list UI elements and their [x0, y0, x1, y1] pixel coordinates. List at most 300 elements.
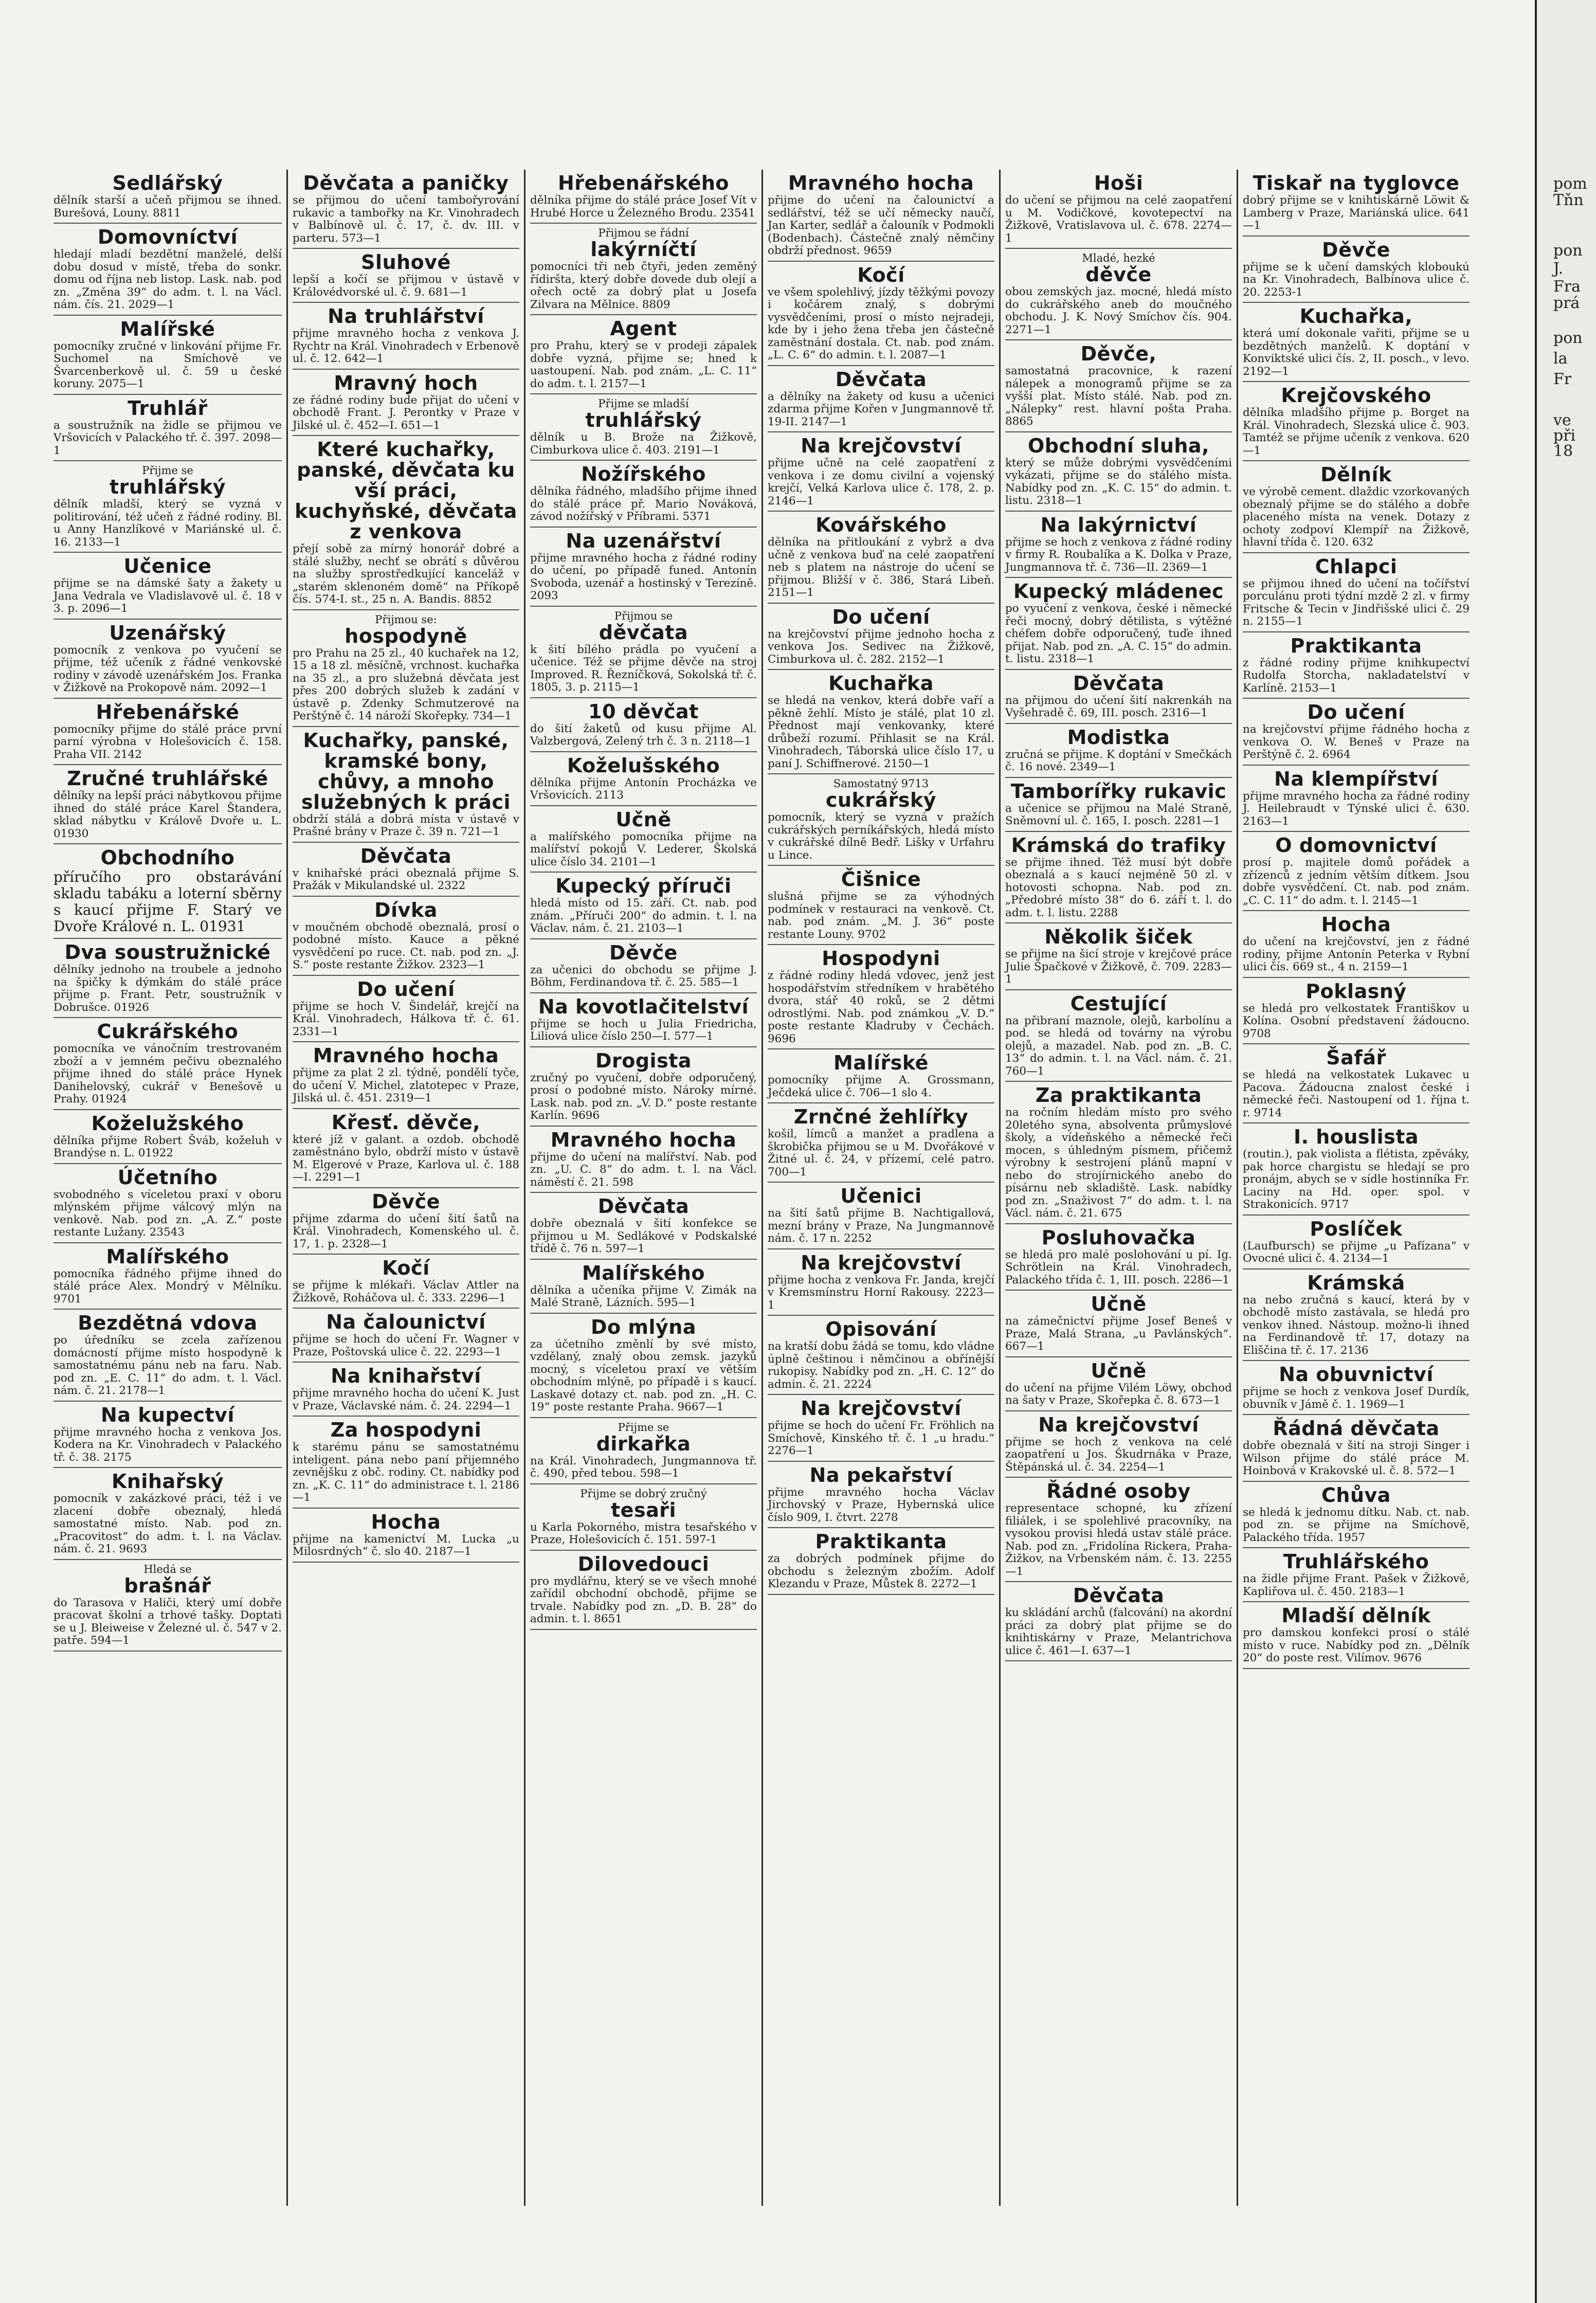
classified-ad [768, 366, 994, 433]
ad-heading: Učně [1091, 1359, 1147, 1382]
ad-heading: Truhlář [128, 396, 208, 420]
classified-ad [530, 752, 757, 806]
ad-text: na krejčovství přijme řádného hocha z venkova O. W. Beneš v Praze na Perštýně č. 2. 6964 [1243, 723, 1470, 761]
ad-text: (Laufbursch) se přijme „u Pafízana“ v Ovocné ulici č. 4. 2134—1 [1243, 1239, 1470, 1265]
ad-heading: dirkařka [596, 1432, 691, 1455]
ad-text: na židle přijme Frant. Pašek v Žižkově, Kapliřova ul. č. 450. 2183—1 [1243, 1572, 1470, 1598]
classified-ad [768, 1249, 994, 1316]
ad-heading: Na pekařství [809, 1463, 953, 1486]
classified-ad [1005, 340, 1232, 432]
classified-ad [1005, 512, 1232, 578]
ad-heading: Na krejčovství [801, 1251, 962, 1274]
classified-ad [768, 670, 994, 774]
classified-ad [1243, 766, 1470, 832]
ad-text: přijme mravného hocha z venkova J. Rychtr na Král. Vinohradech v Erbenově ul. č. 12. 642—1 [293, 327, 519, 365]
classified-ad [53, 620, 282, 699]
ad-heading: Na obuvnictví [1279, 1363, 1434, 1386]
classified-ad [1243, 832, 1470, 911]
ad-text: přijme mravného hocha za řádné rodiny J. Heilebraudt v Týnské ulici č. 630. 2163—1 [1243, 789, 1470, 828]
ad-heading: Děvčata [597, 1195, 690, 1218]
ad-text: se hledá na venkov, která dobře vaří a pěkně žehlí. Místo je stálé, plat 10 zl. Přednost mají venkovanky, které drůbeží rozumí. Přihlasit se na Král. Vinohradech, Táborská ulice číslo 17, u paní J. Schiffnerové. 2150—1 [768, 694, 994, 770]
classified-ad [1243, 1602, 1470, 1669]
classified-ad [1243, 1415, 1470, 1482]
ad-heading: Učenice [123, 555, 212, 577]
ad-prefix: Přijme se [618, 1421, 669, 1434]
ad-text: pomocník, který se vyzná v pražích cukrářských perníkářských, hledá místo v cukrářské dílně Bedř. Lišky v Urfahru u Lince. [768, 811, 994, 862]
ad-heading: brašnář [124, 1574, 211, 1597]
ad-heading: Mladší dělník [1281, 1604, 1431, 1627]
strip-fragment: prá [1553, 294, 1580, 312]
column-2 [286, 170, 524, 2206]
classified-ad [53, 1164, 282, 1243]
classified-ad [1005, 1478, 1232, 1582]
classified-ad [768, 262, 994, 366]
classified-ad [530, 1127, 757, 1193]
ad-text: representace schopné, ku zřízení filiálek, i se spolehlivé pracovníky, na vysokou provisi hledá ustav stálé práce. Nab. pod zn. „Fridolína Rickera, Praha-Žižkov, na Vrbenském nám. č. 13. 2255—1 [1005, 1502, 1232, 1578]
ad-heading: Kočí [857, 263, 905, 286]
ad-text: dělníka a učeníka přijme V. Zimák na Malé Straně, Lázních. 595—1 [530, 1283, 757, 1309]
ad-heading: Cukrářského [97, 1020, 239, 1043]
ad-text: přijme mravného hocha z venkova Jos. Kodera na Kr. Vinohradech v Palackého tř. č. 38. 2175 [53, 1425, 282, 1464]
classified-ad [768, 1528, 994, 1595]
classified-ad [1243, 1548, 1470, 1602]
classified-ad [293, 1255, 519, 1309]
classified-ad [530, 170, 757, 224]
classified-ad [1005, 670, 1232, 724]
ad-text: se hledá pro velkostatek Františkov u Kolína. Osobní představení žádoucno. 9708 [1243, 1002, 1470, 1040]
ad-heading: Děvčata [360, 844, 452, 867]
ad-text: k starému pánu se samostatnému inteligent. pána nebo paní přijemného zevnějšku z obč. rodiny. Ct. nabídky pod zn. „K. C. 11“ do administrace t. l. 2186—1 [293, 1441, 519, 1504]
ad-text: přijme zdarma do učení šití šatů na Král. Vinohradech, Komenského ul. č. 17, 1. p. 2328—1 [293, 1212, 519, 1250]
classified-ad [1243, 303, 1470, 382]
ad-heading: Řádné osoby [1046, 1480, 1191, 1502]
classified-ad [53, 1018, 282, 1110]
classified-ad [293, 976, 519, 1043]
ad-text: příručího pro obstarávání skladu tabáku a loterní sběrny s kaucí přijme F. Starý ve Dvoře Králové n. L. 01931 [53, 868, 282, 935]
ad-text: dělník mladší, který se vyzná v politirování, též učeň z řádné rodiny. Bl. u Anny Hanzlíkové v Mariánské ul. č. 16. 2133—1 [53, 498, 282, 549]
ad-text: na Král. Vinohradech, Jungmannova tř. č. 490, před tebou. 598—1 [530, 1454, 757, 1480]
ad-text: a soustružník na židle se přijmou ve Vršovicích v Palackého tř. č. 397. 2098—1 [53, 419, 282, 457]
classified-ad [1243, 382, 1470, 461]
ad-heading: Dívka [374, 898, 438, 921]
ad-heading: Agent [610, 317, 677, 340]
ad-text: z řádné rodiny přijme knihkupectví Rudolfa Storcha, nakladatelství v Karlíně. 2153—1 [1243, 656, 1470, 695]
ad-heading: Děvče [609, 941, 678, 964]
ad-text: se hledá k jednomu dítku. Nab. ct. nab. pod zn. se přijme na Smíchově, Palackého třída. 1957 [1243, 1506, 1470, 1544]
ad-heading: Chůva [1321, 1483, 1391, 1507]
classified-ad [53, 765, 282, 844]
ad-text: zručný po vyučení, dobře odporučený, prosí o podobné místo. Nároky mírné. Lask. nab. pod zn. „V. D.“ poste restante Karlín. 9696 [530, 1071, 757, 1122]
ad-text: přijme se k učení damských kloboukú na Kr. Vinohradech, Balbínova ulice č. 20. 2253-1 [1243, 260, 1470, 299]
ad-heading: Na kupectví [101, 1403, 234, 1426]
ad-text: pomocník z venkova po vyučení se přijme, též učeník z řádné venkovské rodiny v závodě uzenářském Jos. Franka v Žižkově na Prokopově nám. 2092—1 [53, 643, 282, 694]
ad-heading: Na krejčovství [801, 1397, 962, 1420]
ad-text: dělník starší a učeň přijmou se ihned. Burešová, Louny. 8811 [53, 194, 282, 220]
ad-heading: lakýrníčtí [590, 238, 697, 261]
ad-heading: Na krejčovství [1038, 1413, 1199, 1436]
classified-ad [53, 1310, 282, 1402]
classified-ad [768, 774, 994, 866]
strip-fragment: při [1553, 427, 1576, 445]
ad-heading: hospodyně [344, 624, 467, 647]
ad-heading: Na krejčovství [801, 434, 962, 457]
strip-fragment: 18 [1553, 442, 1573, 460]
ad-heading: tesaři [611, 1498, 676, 1521]
classified-ad [530, 993, 757, 1047]
ad-text: přijme se hoch u Julia Friedricha, Liliová ulice číslo 250—I. 577—1 [530, 1017, 757, 1043]
ad-text: dělníka na přitloukání z vybrž a dva učně z venkova buď na celé zaopatření neb s platem na nástroje do učení se přijmou. Bližší v č. 386, Stará Libeň. 2151—1 [768, 536, 994, 599]
ad-heading: děvče [1085, 263, 1152, 286]
ad-heading: Do učení [1307, 701, 1405, 723]
ad-text: prosí p. majitele domů pořádek a zřízenců z jedním větším dítkem. Jsou dobře vysvědčení. Ct. nab. pod znám. „C. C. 11“ do adm. t. l. 2145—1 [1243, 856, 1470, 907]
ad-text: na přijmou do učení šití nakrenkáh na Vyšehradě č. 69, III. posch. 2316—1 [1005, 694, 1232, 719]
classified-ad [293, 1109, 519, 1188]
ad-text: dělníka řádného, mladšího přijme ihned do stálé práce př. Mario Nováková, závod nožířský v Příbrami. 5371 [530, 485, 757, 523]
ad-text: přijme na kamenictví M. Lucka „u Milosrdných“ č. slo 40. 2187—1 [293, 1532, 519, 1558]
classified-ad [1243, 632, 1470, 699]
ad-heading: truhlářský [585, 409, 702, 431]
ad-prefix: Přijme se mladší [598, 397, 689, 410]
ad-text: dělníka přijme Robert Šváb, koželuh v Brandýse n. L. 01922 [53, 1134, 282, 1159]
ad-heading: Koželužského [91, 1112, 244, 1135]
ad-heading: Na uzenářství [566, 529, 721, 552]
classified-ad [1005, 832, 1232, 924]
ad-text: přijme do učení na malířství. Nab. pod zn. „U. C. 8“ do adm. t. l. na Václ. náměstí č. 21. 598 [530, 1150, 757, 1189]
classified-ad [530, 1418, 757, 1484]
ad-heading: Účetního [117, 1166, 218, 1189]
ad-text: se přijme k mlékaři. Václav Attler na Žižkově, Roháčova ul. č. 333. 2296—1 [293, 1279, 519, 1304]
ad-heading: Hocha [1321, 913, 1391, 936]
ad-heading: Na kovotlačitelství [538, 995, 749, 1018]
classified-ad [1243, 461, 1470, 553]
ad-text: přijme se hoch z venkova z řádné rodiny v firmy R. Roubalíka a K. Dolka v Praze, Jungmannova tř. č. 736—II. 2369—1 [1005, 535, 1232, 574]
ad-heading: I. houslista [1293, 1126, 1419, 1148]
ad-heading: Kuchařka, [1299, 305, 1413, 328]
classified-ad [53, 170, 282, 224]
classified-ad [1243, 978, 1470, 1045]
ad-heading: Kupecký mládenec [1013, 580, 1224, 603]
ad-heading: Drogista [595, 1049, 692, 1072]
ad-heading: Kočí [382, 1257, 430, 1279]
ad-prefix: Přijme se [142, 464, 193, 477]
classified-ad [1005, 170, 1232, 249]
ad-text: pomocníky zručné v linkování přijme Fr. Suchomel na Smíchově ve Švarcenberkově ul. č. 59 u české koruny. 2075—1 [53, 339, 282, 390]
ad-text: v knihařské práci obeznalá přijme S. Pražák v Mikulandské ul. 2322 [293, 866, 519, 892]
ad-heading: Praktikanta [815, 1530, 947, 1553]
ad-heading: Sluhové [361, 251, 451, 274]
ad-heading: Které kuchařky, panské, děvčata ku vší práci, kuchyňské, děvčata z venkova [295, 438, 517, 543]
ad-heading: Mravného hocha [550, 1128, 737, 1151]
classified-ad [1005, 1357, 1232, 1411]
classified-ad [768, 1183, 994, 1249]
classified-ad [53, 553, 282, 620]
classified-ad [53, 1110, 282, 1164]
ad-heading: Praktikanta [1290, 634, 1422, 657]
ad-text: pro damskou konfekci prosí o stálé místo v ruce. Nabídky pod zn. „Dělník 20“ do poste rest. Vilímov. 9676 [1243, 1626, 1470, 1664]
ad-heading: Opisování [825, 1318, 937, 1340]
ad-text: hledají mladí bezdětní manželé, delší dobu dosud v místě, třeba do sonkr. domu od října neb listop. Lask. nab. pod zn. „Změna 39“ do adm. t. l. na Václ. nám. čís. 21. 2029—1 [53, 248, 282, 311]
classified-ad [293, 1309, 519, 1363]
ad-text: přijme mravného hocha z řádné rodiny do učení, po případě funed. Antonín Svoboda, uzenář a hostinský v Terezíně. 2093 [530, 551, 757, 602]
ad-heading: Malířského [106, 1245, 229, 1268]
ad-heading: Dilovedouci [577, 1552, 710, 1575]
ad-text: zručná se přijme. K doptání v Smečkách č. 16 nové. 2349—1 [1005, 748, 1232, 773]
ad-heading: Zručné truhlářské [67, 767, 268, 790]
ad-text: do učení se přijmou na celé zaopatření u M. Vodičkové, kovotepectví na Žižkově, Vratislavova ul. č. 678. 2274—1 [1005, 194, 1232, 245]
ad-heading: Dva soustružnické [64, 941, 271, 964]
ad-heading: Zrnčné žehlířky [793, 1105, 969, 1128]
ad-heading: Krámská do trafiky [1011, 833, 1226, 857]
classified-ad [293, 1363, 519, 1417]
classified-ad [1243, 699, 1470, 766]
strip-fragment: ve [1553, 411, 1571, 429]
ad-text: přijme se na dámské šaty a žakety u Jana Vedrala ve Vladislavově ul. č. 18 v 3. p. 2096—1 [53, 577, 282, 615]
ad-text: po úředníku se zcela zařízenou domácností přijme místo hospodyně k samostatnému pánu neb na faru. Nab. pod zn. „E. C. 11“ do adm. t. l. Václ. nám. č. 21. 2178—1 [53, 1334, 282, 1397]
ad-text: obdrží stálá a dobrá místa v ústavě v Prašné brány v Praze č. 39 n. 721—1 [293, 812, 519, 838]
ad-text: dělník u B. Brože na Žižkově, Cimburkova ulice č. 403. 2191—1 [530, 431, 757, 457]
ad-text: samostatná pracovnice, k razení nálepek a monogramů přijme se za vyšší plat. Místo stálé. Nab. pod zn. „Nálepky“ rest. hlavní pošta Praha. 8865 [1005, 365, 1232, 428]
classified-ad [293, 843, 519, 897]
ad-text: přijme za plat 2 zl. týdně, pondělí tyče, do učení V. Michel, zlatotepec v Praze, Jilská ul. č. 451. 2319—1 [293, 1066, 519, 1104]
classified-ad [293, 1042, 519, 1109]
classified-ad [53, 395, 282, 462]
ad-text: na ročním hledám místo pro svého 20letého syna, absolventa průmyslové školy, a vídeňského a německé řeči mocen, s úhledným písmem, přičemž výrobny k sestrojení plánů mapní v nebo do strojírnického anebo do písárnu neb skladiště. Lask. nabídky pod zn. „Snaživost 7“ do adm. t. l. na Václ. nám. č. 21. 675 [1005, 1106, 1232, 1220]
classified-ad [1005, 778, 1232, 832]
strip-fragment: Fra [1553, 278, 1581, 296]
ad-text: k šití bílého prádla po vyučení a učenice. Též se přijme děvče na stroj Improved. R. Řezníčková, Sokolská tř. č. 1805, 3. p. 2115—1 [530, 643, 757, 694]
ad-heading: Hoši [1094, 172, 1144, 194]
column-3 [524, 170, 761, 2206]
classified-ad [768, 1049, 994, 1103]
ad-heading: Na klempířství [1274, 767, 1438, 790]
ad-text: na kratší dobu žádá se tomu, kdo vládne úplně češtinou i němčinou a obřínější rukopisy. Nabídky pod zn. „H. C. 12“ do admin. č. 21. 2224 [768, 1340, 994, 1391]
ad-text: přijme se hoch z venkova na celé zaopatření u Jos. Škudrnáka v Praze, Štěpánská ul. č. 34. 2254—1 [1005, 1435, 1232, 1474]
ad-text: za učenici do obchodu se přijme J. Böhm, Ferdinandova tř. č. 25. 585—1 [530, 963, 757, 989]
ad-heading: Tamborířky rukavic [1010, 779, 1227, 803]
classified-ad [53, 1468, 282, 1560]
classified-ad [293, 436, 519, 610]
ad-heading: Domovníctví [97, 226, 238, 248]
column-1 [49, 170, 286, 2206]
ad-prefix: Přijmou se [614, 609, 673, 622]
ad-prefix: Samostatný 9713 [833, 777, 929, 790]
ad-text: na přibraní maznole, olejů, karbolínu a pod. se hledá od továrny na výrobu olejů, a mazadel. Nab. pod zn. „B. C. 13“ do admin. t. l. na Václ. nám. č. 21. 760—1 [1005, 1014, 1232, 1078]
classified-ad [1243, 1216, 1470, 1270]
classified-ad [1005, 1411, 1232, 1478]
ad-heading: Děvčata a paničky [303, 172, 509, 194]
ad-heading: Hřebenářské [96, 700, 240, 723]
ad-text: pro Prahu na 25 zl., 40 kuchařek na 12, 15 a 18 zl. měsíčně, vrchnost. kuchařka na 35 zl., a pro služebná děvčata jest přes 200 dobrých služeb k zadání v ústavě p. Zdenky Schmutzerové na Perštýně č. 14 nároží Skořepky. 734—1 [293, 646, 519, 722]
ad-heading: Na čalounictví [326, 1311, 486, 1333]
classified-ad [768, 866, 994, 945]
ad-text: za účetního změnlí by své místo, vzdělaný, znalý obou zemsk. jazyků mocný, s víceletou praxí ve větším obchodním mlýně, po případě i s kaucí. Laskavé dotazy ct. nab. pod zn. „H. C. 19“ poste restante Praha. 9667—1 [530, 1337, 757, 1413]
classified-ad [1243, 1482, 1470, 1549]
column-4 [761, 170, 999, 2206]
ad-heading: Cestující [1070, 992, 1167, 1015]
ad-text: pomocníka ve vánočním trestrovaném zboží a v jemném pečivu obeznalého přijme ihned do stálé práce Hynek Danihelovský, cukrář v Benešově u Prahy. 01924 [53, 1042, 282, 1105]
classified-ad [1243, 911, 1470, 978]
ad-text: slušná přijme se za výhodných podmínek v restauraci na venkově. Ct. nab. pod znám. „M. J. 36“ poste restante Louny. 9702 [768, 890, 994, 941]
ad-text: se přijmou do učení tambořyrování rukavic a tambořky na Kr. Vinohradech v Balbínově ul. č. 17, č. dv. III. v parteru. 573—1 [293, 194, 519, 245]
classified-ad [1005, 578, 1232, 670]
classified-ad [530, 806, 757, 873]
ad-text: dobrý přijme se v knihtiskárně Löwit & Lamberg v Praze, Mariánská ulice. 641—1 [1243, 194, 1470, 232]
ad-heading: Poslíček [1310, 1217, 1403, 1240]
ad-text: ve výrobě cement. dlaždic vzorkovaných obeznalý přijme se do stálého a dobře placeného místa na venek. Dotazy z ochoty zodpoví Klempíř na Žižkově, hlavní třída č. 120. 632 [1243, 485, 1470, 549]
classified-ad [530, 939, 757, 993]
ad-text: pomocník v zakázkové práci, též i ve zlacení dobře obeznalý, hledá samostatné místo. Nab. pod zn. „Pracovitost“ do adm. t. l. na Václav. nám. č. 21. 9693 [53, 1492, 282, 1555]
classified-ad [293, 249, 519, 303]
ad-text: pomocníka řádného přijme ihned do stálé práce Alex. Mondrý v Mělníku. 9701 [53, 1267, 282, 1305]
ad-heading: Děvče, [1080, 342, 1157, 365]
ad-text: přijme se hoch do učení Fr. Wagner v Praze, Poštovská ulice č. 22. 2293—1 [293, 1333, 519, 1358]
ad-text: po vyučení z venkova, české i německé řeči mocný, dobrý dětilista, s výtěžné chéfem dobře odporučený, tuďe ihned přijat. Nab. pod zn. „A. C. 15“ do admin. t. listu. 2318—1 [1005, 602, 1232, 665]
ad-text: na zámečnictví přijme Josef Beneš v Praze, Malá Strana, „u Pavlánských“. 667—1 [1005, 1315, 1232, 1353]
ad-text: svobodného s víceletou praxí v oboru mlýnském přijme válcový mlýn na venkově. Nab. pod zn. „A. Z.“ poste restante Lužany. 23543 [53, 1188, 282, 1239]
classified-ad [768, 1462, 994, 1529]
ad-heading: Kuchařky, panské, kramské bony, chůvy, a mnoho služebných k práci [301, 729, 511, 813]
ad-heading: Křesť. děvče, [331, 1111, 481, 1134]
ad-text: přijme hocha z venkova Fr. Janda, krejčí v Kremsmínstru Horní Rakousy. 2223—1 [768, 1273, 994, 1312]
ad-text: se přijme na šicí stroje v krejčové práce Julie Špačkové v Žižkově, č. 709. 2283—1 [1005, 948, 1232, 986]
ad-text: dělníka přijme do stálé práce Josef Vít v Hrubé Horce u Železného Brodu. 23541 [530, 194, 757, 220]
ad-heading: Děvčata [835, 368, 927, 391]
ad-heading: Bezdětná vdova [78, 1312, 258, 1334]
classified-ad [768, 170, 994, 262]
ad-text: se přijmou ihned do učení na točířství porculánu proti týdní mzdě 2 zl. v firmy Fritsche & Tecin v Jindřišské ulici č. 29 n. 2155—1 [1243, 577, 1470, 628]
ad-text: přijme mravného hocha Václav Jirchovský v Praze, Hybernská ulice číslo 909, I. čtvrt. 2278 [768, 1485, 994, 1524]
classified-ad [1005, 1224, 1232, 1291]
classified-ad [768, 945, 994, 1049]
classified-ad [53, 939, 282, 1018]
classified-ad [530, 394, 757, 461]
ad-text: přijme se hoch do učení Fr. Fröhlich na Smíchově, Kinského tř. č. 1 „u hradu.“ 2276—1 [768, 1419, 994, 1457]
classified-ad [1243, 1270, 1470, 1362]
ad-text: do Tarasova v Haliči, který umí dobře pracovat školní a trhové tašky. Doptati se u J. Bleiweise v Železné ul. č. 547 v 2. patře. 594—1 [53, 1596, 282, 1647]
ad-text: které jíž v galant. a ozdob. obchodě zaměstnáno bylo, obdrží místo v ústavě M. Elgerové v Praze, Karlova ul. č. 188—I. 2291—1 [293, 1133, 519, 1184]
strip-fragment: J. [1553, 260, 1564, 278]
ad-text: dobře obeznalá v šití na stroji Singer i Wilson přijme do stálé práce M. Hoinbová v Krakovské ul. č. 8. 572—1 [1243, 1439, 1470, 1477]
ad-text: lepší a kočí se přijmou v ústavě v Královédvorské ul. č. 9. 681—1 [293, 273, 519, 299]
classified-ad [530, 1314, 757, 1418]
ad-text: a dělníky na žakety od kusu a učenici zdarma přijme Kořen v Jungmannově tř. 19-II. 2147—1 [768, 390, 994, 428]
ad-heading: Knihařský [111, 1470, 224, 1493]
ad-heading: Učenici [840, 1185, 922, 1207]
ad-text: u Karla Pokorného, mistra tesařského v Praze, Holešovicích č. 151. 597-1 [530, 1520, 757, 1546]
ad-text: do učení na přijme Vilém Löwy, obchod na šaty v Praze, Skořepka č. 8. 673—1 [1005, 1381, 1232, 1407]
ad-heading: Do mlýna [591, 1315, 696, 1338]
classified-ad [293, 897, 519, 976]
classified-ad [768, 432, 994, 512]
classified-ad [530, 224, 757, 315]
ad-heading: O domovnictví [1275, 834, 1437, 857]
classified-ad [1005, 724, 1232, 778]
classified-ad [53, 224, 282, 316]
ad-text: a malířského pomocníka přijme na malířství pokojů V. Lederer, Školská ulice číslo 34. 2101—1 [530, 830, 757, 868]
ad-heading: truhlářský [109, 476, 226, 498]
ad-text: přijme se hoch z venkova Josef Durdík, obuvník v Jámě č. 1. 1969—1 [1243, 1385, 1470, 1411]
classified-ad [1005, 990, 1232, 1082]
ad-heading: Truhlářského [1283, 1550, 1429, 1573]
classified-ad [1243, 1044, 1470, 1123]
classified-ad [768, 1103, 994, 1183]
ad-text: do učení na krejčovství, jen z řádné rodiny, přijme Antonín Peterka v Rybní ulici čís. 669 st., 4 n. 2159—1 [1243, 935, 1470, 973]
strip-fragment: Fr [1553, 370, 1572, 388]
ad-text: dělníky jednoho na troubele a jednoho na špičky k dýmkám do stálé práce přijme p. Frant. Petr, soustružník v Dobrušce. 01926 [53, 963, 282, 1014]
classified-ad [53, 844, 282, 939]
strip-fragment: la [1553, 350, 1568, 368]
classified-ad [530, 698, 757, 752]
classified-ad [768, 1395, 994, 1462]
classified-ad [293, 610, 519, 727]
ad-text: dělníky na lepší práci nábytkovou přijme ihned do stálé práce Karel Štandera, sklad nábytku v Králově Dvoře u. L. 01930 [53, 789, 282, 840]
ad-prefix: Přijmou se řádní [598, 227, 689, 239]
ad-heading: Krejčovského [1281, 384, 1431, 407]
ad-heading: Na lakýrnictví [1040, 513, 1197, 536]
ad-text: ze řádné rodiny bude přijat do učení v obchodě Frant. J. Perontky v Praze v Jilské ul. č. 452—I. 651—1 [293, 393, 519, 432]
ad-heading: Několik šiček [1044, 926, 1193, 948]
ad-heading: Mravný hoch [334, 371, 478, 394]
classified-ad [293, 1417, 519, 1509]
ad-text: v moučném obchodě obeznalá, prosí o podobné místo. Kauce a pěkné vysvědčení po ruce. Ct. nab. pod zn. „J. S.“ poste restante Žižkov. 2323—1 [293, 920, 519, 971]
ad-heading: děvčata [598, 621, 688, 644]
ad-prefix: Hledá se [143, 1563, 192, 1575]
ad-text: se hledá pro malé poslohování u pí. Ig. Schrötlein na Král. Vinohradech, Palackého třída č. 1, III. posch. 2286—1 [1005, 1248, 1232, 1286]
ad-heading: Malířského [582, 1261, 705, 1284]
classified-ad [1005, 432, 1232, 512]
classified-ad [1005, 1082, 1232, 1224]
classified-ad [293, 303, 519, 370]
classified-ad [53, 1402, 282, 1468]
classified-ad [53, 461, 282, 553]
ad-heading: Malířské [120, 317, 215, 340]
ad-heading: 10 děvčat [588, 700, 699, 723]
classified-ad [530, 1260, 757, 1314]
ad-heading: Mravného hocha [788, 172, 974, 194]
ad-heading: Chlapci [1315, 555, 1398, 578]
ad-heading: Kuchařka [828, 672, 934, 695]
ad-heading: Tiskař na tyglovce [1253, 172, 1460, 194]
ad-text: se hledá na velkostatek Lukavec u Pacova. Žádoucna znalost české i německé řeči. Nastoupení od 1. října t. r. 9714 [1243, 1068, 1470, 1119]
ad-heading: Děvčata [1073, 672, 1165, 695]
classified-ad [1005, 1582, 1232, 1661]
ad-text: pomocníci tři neb čtyři, jeden zeměný řídiršta, který dobře dovede dub olejí a ořech octě za dobrý plat u Josefa Zilvara na Mělnice. 8809 [530, 260, 757, 311]
classified-ad [1005, 249, 1232, 340]
ad-heading: Učně [615, 808, 672, 831]
ad-text: do šití žaketů od kusu přijme Al. Valzbergová, Zelený trh č. 3 n. 2118—1 [530, 722, 757, 748]
ad-heading: Do učení [357, 977, 455, 1001]
ad-text: pomocníky přijme A. Grossmann, Ječdeká ulice č. 706—1 slo 4. [768, 1074, 994, 1099]
classified-ad [530, 528, 757, 607]
ad-text: na šití šatů přijme B. Nachtigallová, mezní brány v Praze, Na Jungmannově nám. č. 17 n. 2252 [768, 1207, 994, 1245]
classified-ad [293, 370, 519, 437]
ad-heading: Mravného hocha [313, 1044, 499, 1067]
ad-heading: Na truhlářství [328, 305, 484, 328]
classified-ad [530, 461, 757, 528]
ad-heading: Řádná děvčata [1273, 1417, 1440, 1440]
ad-prefix: Přijmou se: [375, 613, 437, 626]
ad-heading: Nožířského [581, 463, 706, 485]
classified-ad [293, 1509, 519, 1563]
ad-heading: Za praktikanta [1035, 1084, 1202, 1107]
column-5 [999, 170, 1237, 2206]
ad-prefix: Přijme se dobrý zručný [580, 1487, 707, 1500]
ad-heading: Kovářského [815, 514, 947, 536]
ad-text: přejí sobě za mírný honorář dobré a stálé služby, nechť se obrátí s důvěrou na služby sprostředkující kanceláž v „starém sklenoném domě“ na Příkopě čís. 574-I. st., 25 n. A. Bandis. 8852 [293, 542, 519, 606]
ad-heading: Hřebenářského [557, 172, 730, 194]
ad-heading: Hospodyni [822, 947, 940, 970]
strip-fragment: pon [1553, 242, 1583, 260]
